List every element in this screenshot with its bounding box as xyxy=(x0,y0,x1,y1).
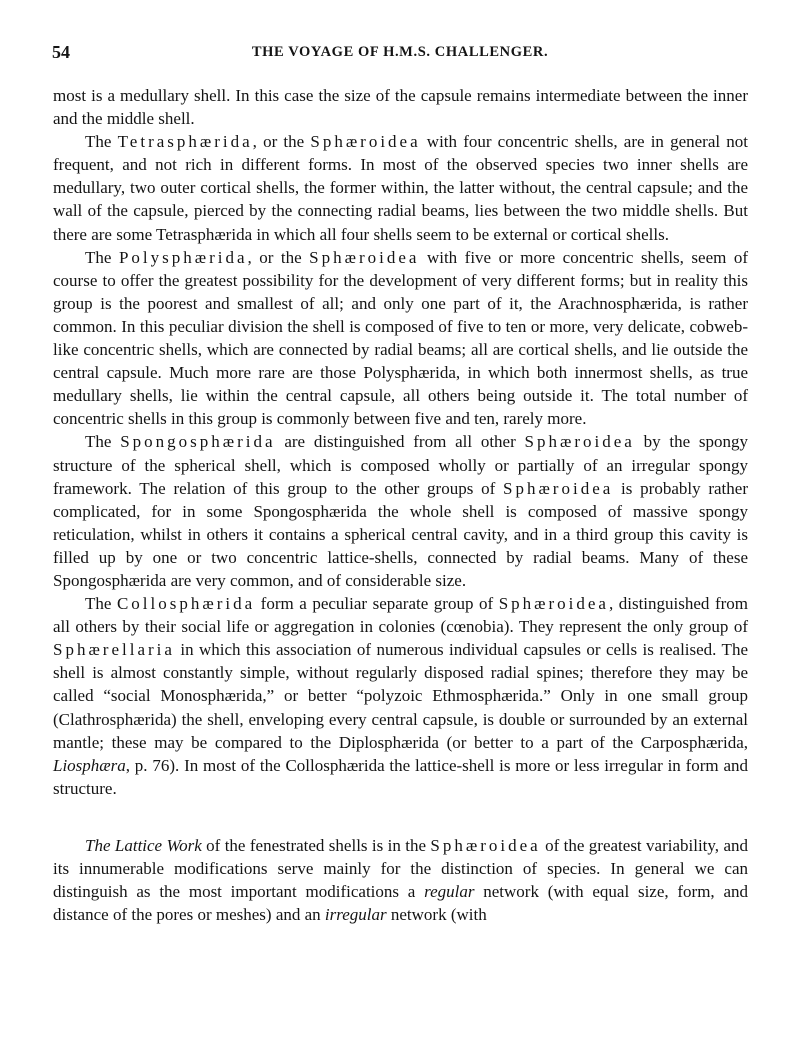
text-run: , or the xyxy=(252,132,311,152)
text-run: of the fenestrated shells is in the xyxy=(201,835,431,855)
text-run: by the spongy structure of the spherical shell, which is composed wholly or partially of an irregular spongy framework. The relation of this group to the other groups of xyxy=(53,432,748,498)
italic-heading: The Lattice Work xyxy=(85,835,202,855)
text-run: The xyxy=(85,247,119,267)
text-run: with five or more concentric shells, seem of course to offer the greatest possibility for the development of very different forms; but in reality this group is the poorest and smallest of all; and only one part of it, the Arachnosphærida, is rather common. In this peculiar division the shell is composed of five to ten or more, very delicate, cobweb-like concentric shells, which are connected by radial beams; all are cortical shells, and lie outside the central capsule. Much more rare are those Polysphærida, in which both innermost shells, as true medullary shells, lie within the central capsule, all others being outside it. The total number of concentric shells in this group is commonly between five and ten, rarely more. xyxy=(53,247,748,429)
text-run: are distinguished from all other xyxy=(275,432,525,452)
page-number: 54 xyxy=(52,42,70,62)
text-run: of the greatest variability, and its innumerable modifications serve mainly for the distinction of species. In general we can distinguish as the most important modifications a xyxy=(53,835,748,902)
taxon-name: Polysphærida xyxy=(118,247,248,267)
taxon-name: Sphæroidea xyxy=(498,594,609,614)
page-header xyxy=(52,42,748,66)
body-text xyxy=(53,84,748,926)
text-run: network (with xyxy=(386,905,487,925)
text-run: The xyxy=(85,594,117,614)
text-run: , p. 76). In most of the Collosphærida the lattice-shell is more or less irregular in form and structure. xyxy=(53,755,748,798)
taxon-name: Sphæroidea xyxy=(524,432,635,452)
taxon-name: Spongosphærida xyxy=(120,432,276,452)
paragraph-spongosphaerida xyxy=(53,430,748,592)
text-run: with four concentric shells, are in general not frequent, and not rich in different forms. In most of the observed species two inner shells are medullary, two outer cortical shells, the former within, the latter without, the central capsule; and the wall of the capsule, pierced by the connecting radial beams, lies between the two middle shells. But there are some Tetrasphærida in which all four shells seem to be external or cortical shells. xyxy=(53,132,749,244)
text-run: is probably rather complicated, for in some Spongosphærida the whole shell is composed of massive spongy reticulation, whilst in others it contains a spherical central cavity, and in a third group this cavity is filled up by one or two concentric lattice-shells, connected by radial beams. Many of these Spongosphærida are very common, and of considerable size. xyxy=(53,478,748,590)
section-break xyxy=(53,800,748,834)
text-run: The xyxy=(85,132,118,152)
text-run: , or the xyxy=(247,247,310,267)
text-run: , distinguished from all others by their social life or aggregation in colonies (cœnobia). They represent the only group of xyxy=(53,594,748,637)
text-run: form a peculiar separate group of xyxy=(255,594,499,614)
taxon-name: Sphæroidea xyxy=(503,478,614,498)
taxon-name: Sphærellaria xyxy=(53,640,175,660)
taxon-name: Sphæroidea xyxy=(310,132,421,152)
taxon-name: Collosphærida xyxy=(116,594,256,614)
italic-term: irregular xyxy=(324,905,387,925)
running-title: THE VOYAGE OF H.M.S. CHALLENGER. xyxy=(251,44,549,60)
taxon-name: Sphæroidea xyxy=(309,247,420,267)
taxon-name: Sphæroidea xyxy=(430,835,541,855)
paragraph-collosphaerida xyxy=(53,592,748,800)
text-run: The xyxy=(85,432,121,452)
text-run: network (with equal size, form, and distance of the pores or meshes) and an xyxy=(53,882,748,925)
paragraph-tetrasphaerida xyxy=(53,130,748,245)
paragraph-polysphaerida xyxy=(53,246,748,431)
italic-term: regular xyxy=(424,882,475,902)
paragraph-lattice-work xyxy=(53,834,748,926)
text-run: in which this association of numerous individual capsules or cells is realised. The shell is almost constantly simple, without regularly disposed radial spines; therefore they may be called “social Monosphærida,” or better “polyzoic Ethmosphærida.” Only in one small group (Clathrosphærida) the shell, enveloping every central capsule, is double or surrounded by an external mantle; these may be compared to the Diplosphærida (or better to a part of the Carposphærida, xyxy=(53,640,748,752)
italic-genus: Liosphæra xyxy=(53,755,126,775)
paragraph-continuation: most is a medullary shell. In this case the size of the capsule remains intermediate between the inner and the middle shell. xyxy=(53,86,748,129)
taxon-name: Tetrasphærida xyxy=(117,132,253,152)
